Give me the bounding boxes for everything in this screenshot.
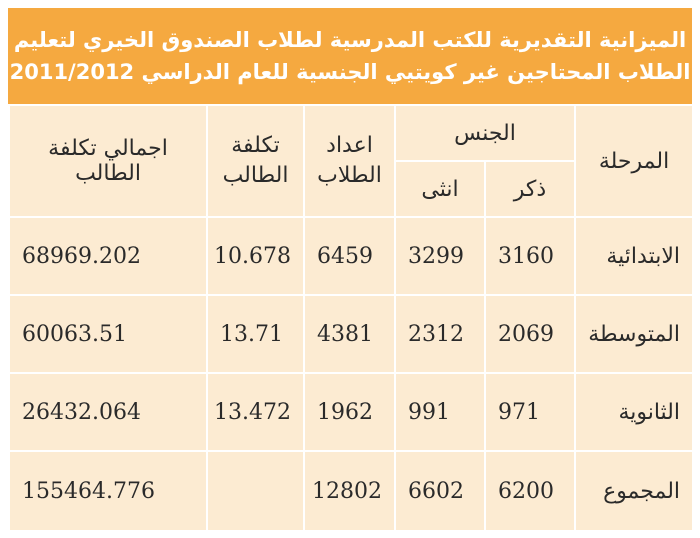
table-row (9, 373, 693, 451)
stage-cell: الابتدائية (575, 217, 693, 295)
title-line-1: الميزانية التقديرية للكتب المدرسية لطلاب الصندوق الخيري لتعليم (13, 28, 687, 52)
header-student-count-line-1: اعداد (326, 133, 373, 158)
count-cell: 6459 (304, 217, 395, 295)
table-row (9, 295, 693, 373)
total-cell: 26432.064 (9, 373, 207, 451)
header-student-cost-line-1: تكلفة (231, 133, 280, 158)
table-row (9, 217, 693, 295)
female-cell: 991 (395, 373, 485, 451)
totals-row (9, 451, 693, 531)
totals-total-cell: 155464.776 (9, 451, 207, 531)
cost-cell: 13.472 (207, 373, 304, 451)
totals-count-cell: 12802 (304, 451, 395, 531)
count-cell: 1962 (304, 373, 395, 451)
female-cell: 2312 (395, 295, 485, 373)
cost-cell: 13.71 (207, 295, 304, 373)
totals-female-cell: 6602 (395, 451, 485, 531)
title-line-2: الطلاب المحتاجين غير كويتيي الجنسية للعام الدراسي 2011/2012 (9, 60, 691, 84)
header-stage: المرحلة (575, 105, 693, 217)
header-gender: الجنس (395, 105, 575, 161)
header-student-cost-line-2: الطالب (222, 163, 289, 188)
total-cell: 68969.202 (9, 217, 207, 295)
header-row-1 (9, 105, 693, 161)
title-banner (8, 8, 692, 104)
totals-label-cell: المجموع (575, 451, 693, 531)
male-cell: 2069 (485, 295, 575, 373)
header-male: ذكر (485, 161, 575, 217)
totals-cost-cell (207, 451, 304, 531)
stage-cell: المتوسطة (575, 295, 693, 373)
header-female: انثى (395, 161, 485, 217)
male-cell: 971 (485, 373, 575, 451)
totals-male-cell: 6200 (485, 451, 575, 531)
header-student-count-line-2: الطلاب (317, 163, 382, 188)
cost-cell: 10.678 (207, 217, 304, 295)
count-cell: 4381 (304, 295, 395, 373)
total-cell: 60063.51 (9, 295, 207, 373)
header-student-cost (207, 105, 304, 217)
budget-table (8, 104, 694, 532)
header-total-cost: اجمالي تكلفة الطالب (9, 105, 207, 217)
stage-cell: الثانوية (575, 373, 693, 451)
male-cell: 3160 (485, 217, 575, 295)
header-student-count (304, 105, 395, 217)
female-cell: 3299 (395, 217, 485, 295)
